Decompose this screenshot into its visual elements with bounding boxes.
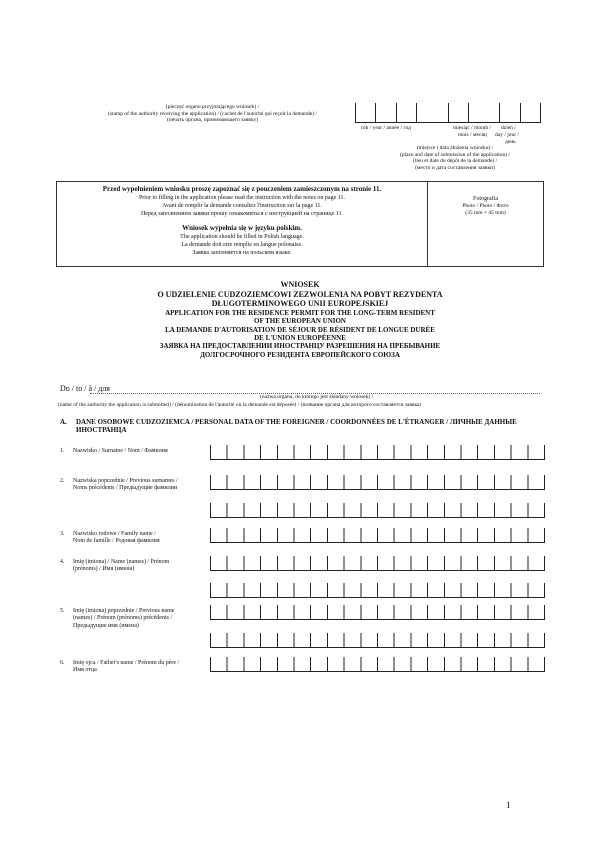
- form-title: [60, 280, 540, 359]
- month-digit-box[interactable]: [468, 103, 488, 123]
- instruction-box: [56, 181, 544, 267]
- submission-caption-fr: (lieu et date du dépôt de la demande) /: [412, 158, 498, 165]
- field-father-name-label: [60, 660, 210, 675]
- photo-title: Fotografia: [473, 196, 498, 202]
- title-fr-line-1: LA DEMANDE D'AUTORISATION DE SÉJOUR DE RÉSIDENT DE LONGUE DURÉE: [165, 325, 435, 334]
- field-label-line: Imię (imiona) poprzednie / Previous name: [73, 608, 175, 614]
- instruction-language-en: The application should be filled in Polish language.: [180, 234, 304, 240]
- previous-names-input-grid-1[interactable]: [210, 605, 545, 620]
- field-previous-names-label: [60, 608, 210, 630]
- title-pl-line-3: DŁUGOTERMINOWEGO UNII EUROPEJSKIEJ: [211, 299, 389, 309]
- field-label-line: (prénoms) / Имя (имена): [73, 566, 135, 573]
- field-label-line: (names) / Prénom (prénoms) précédents /: [73, 615, 173, 622]
- day-label: dzień /: [501, 125, 516, 131]
- field-label-line: Предыдущие имя (имена): [73, 622, 139, 629]
- field-number: 4.: [60, 559, 65, 565]
- field-number: 1.: [60, 448, 65, 454]
- day-label-en-fr: day / jour /: [495, 132, 519, 138]
- surname-input-grid[interactable]: [210, 445, 545, 460]
- submission-date-boxes[interactable]: [355, 103, 541, 123]
- date-labels: [355, 125, 545, 145]
- submission-caption-en: (place and date of submission of the application) /: [400, 151, 510, 158]
- section-a-letter: A.: [60, 418, 67, 426]
- field-label-line: Nazwisko rodowe / Family name /: [73, 531, 156, 537]
- field-names-label: [60, 559, 210, 574]
- field-number: 3.: [60, 531, 65, 537]
- date-baseline: [355, 122, 541, 123]
- date-separator: [488, 103, 499, 123]
- month-digit-box[interactable]: [448, 103, 468, 123]
- field-label-line: Nom de famille / Родовая фамилия: [73, 538, 160, 545]
- date-separator: [437, 103, 448, 123]
- authority-caption-pl: (nazwa organu, do którego jest składany wniosek) /: [260, 394, 374, 400]
- title-pl-line-1: WNIOSEK: [280, 280, 320, 289]
- field-surname-label: [60, 448, 210, 455]
- instruction-panel: [57, 182, 428, 266]
- submission-caption-pl: (miejsce i data złożenia wniosku) /: [416, 145, 494, 151]
- instruction-language-pl: Wniosek wypełnia się w języku polskim.: [182, 224, 302, 232]
- instruction-read-pl: Przed wypełnieniem wniosku proszę zapoznać się z pouczeniem zamieszczonym na stronie 11.: [102, 185, 382, 193]
- day-digit-box[interactable]: [499, 103, 519, 123]
- previous-surnames-input-grid-1[interactable]: [210, 475, 545, 490]
- day-digit-box[interactable]: [520, 103, 541, 123]
- submission-caption-ru: (место и дата составления заявки): [415, 164, 495, 171]
- field-number: 5.: [60, 608, 65, 614]
- stamp-caption-en-fr: (stamp of the authority receiving the application) / (cachet de l'autorité qui reçoit la demande) /: [108, 110, 317, 117]
- field-label-line: Имя отца: [73, 667, 97, 674]
- month-label-ru: mois / месяц: [458, 132, 487, 138]
- stamp-caption-ru: (печать органа, принимающего заявку): [166, 117, 259, 124]
- year-digit-box[interactable]: [396, 103, 416, 123]
- field-label-line: Imię ojca / Father's name / Prénom du père /: [73, 660, 180, 666]
- family-name-input-grid[interactable]: [210, 528, 545, 543]
- title-fr-line-2: DE L'UNION EUROPÉENNE: [254, 334, 346, 342]
- field-label-line: Nazwisko / Surname / Nom / Фамилия: [73, 448, 168, 454]
- instruction-language-ru: Заявка заполняется на польском языке.: [192, 250, 292, 256]
- field-previous-surnames-label: [60, 478, 210, 493]
- field-family-name-label: [60, 531, 210, 546]
- instruction-language-fr: La demande doit etre remplie en langue polonaise.: [181, 242, 303, 248]
- title-en-line-2: OF THE EUROPEAN UNION: [254, 317, 346, 326]
- year-digit-box[interactable]: [416, 103, 436, 123]
- previous-names-input-grid-2[interactable]: [210, 633, 545, 648]
- stamp-caption: [80, 104, 345, 124]
- field-label-line: Nazwiska poprzednie / Previous surnames /: [73, 478, 178, 484]
- photo-size: (35 mm × 45 mm): [465, 210, 506, 216]
- instruction-read-ru: Перед заполнением заявки прошу ознакомиться с инструкцией на странице 11.: [140, 211, 344, 217]
- names-input-grid-2[interactable]: [210, 583, 545, 598]
- year-label: rok / year / année / год: [361, 125, 411, 131]
- page-number: 1: [506, 800, 511, 810]
- title-ru-line-1: ЗАЯВКА НА ПРЕДОСТАВЛЕНИИ ИНОСТРАНЦУ РАЗРЕШЕНИЯ НА ПРЕБЫВАНИЕ: [159, 342, 441, 351]
- day-label-ru: день: [505, 139, 516, 145]
- authority-do-label: Do / to / à / для: [60, 384, 110, 393]
- authority-caption: (name of the authority the application is submitted) / (dénomination de l'autorité où la demande est déposée) / (название органа для которого составляется заявка): [58, 402, 422, 408]
- photo-box[interactable]: [428, 182, 543, 266]
- section-a-title: DANE OSOBOWE CUDZOZIEMCA / PERSONAL DATA OF THE FOREIGNER / COORDONNÉES DE L'ÉTRANGER / ЛИЧНЫЕ ДАННЫЕ ИНОСТРАНЦА: [76, 418, 517, 435]
- field-label-line: Noms précédents / Предыдущие фамилии: [73, 485, 178, 492]
- photo-subtitle: Photo / Photo / Фото: [462, 203, 509, 210]
- submission-caption: [360, 145, 550, 171]
- instruction-read-fr: Avant de remplir la demande consultez l'instruction sur la page 11.: [162, 203, 322, 209]
- field-number: 6.: [60, 660, 65, 666]
- title-ru-line-2: ДОЛГОСРОЧНОГО РЕЗИДЕНТА ЕВРОПЕЙСКОГО СОЮЗА: [200, 350, 400, 359]
- field-label-line: Imię (imiona) / Name (names) / Prénom: [73, 559, 170, 565]
- month-label: miesiąc / month /: [453, 125, 492, 131]
- names-input-grid-1[interactable]: [210, 556, 545, 571]
- title-pl-line-2: O UDZIELENIE CUDZOZIEMCOWI ZEZWOLENIA NA POBYT REZYDENTA: [157, 289, 443, 299]
- title-en-line-1: APPLICATION FOR THE RESIDENCE PERMIT FOR THE LONG-TERM RESIDENT: [165, 308, 435, 317]
- instruction-read-en: Prior to filling in the application please read the instruction with the notes on page 11.: [138, 195, 346, 201]
- year-digit-box[interactable]: [355, 103, 375, 123]
- year-digit-box[interactable]: [375, 103, 395, 123]
- field-number: 2.: [60, 478, 65, 484]
- stamp-caption-pl: (pieczęć organu przyjmującego wniosek) /: [165, 104, 260, 110]
- previous-surnames-input-grid-2[interactable]: [210, 503, 545, 518]
- father-name-input-grid[interactable]: [210, 657, 545, 672]
